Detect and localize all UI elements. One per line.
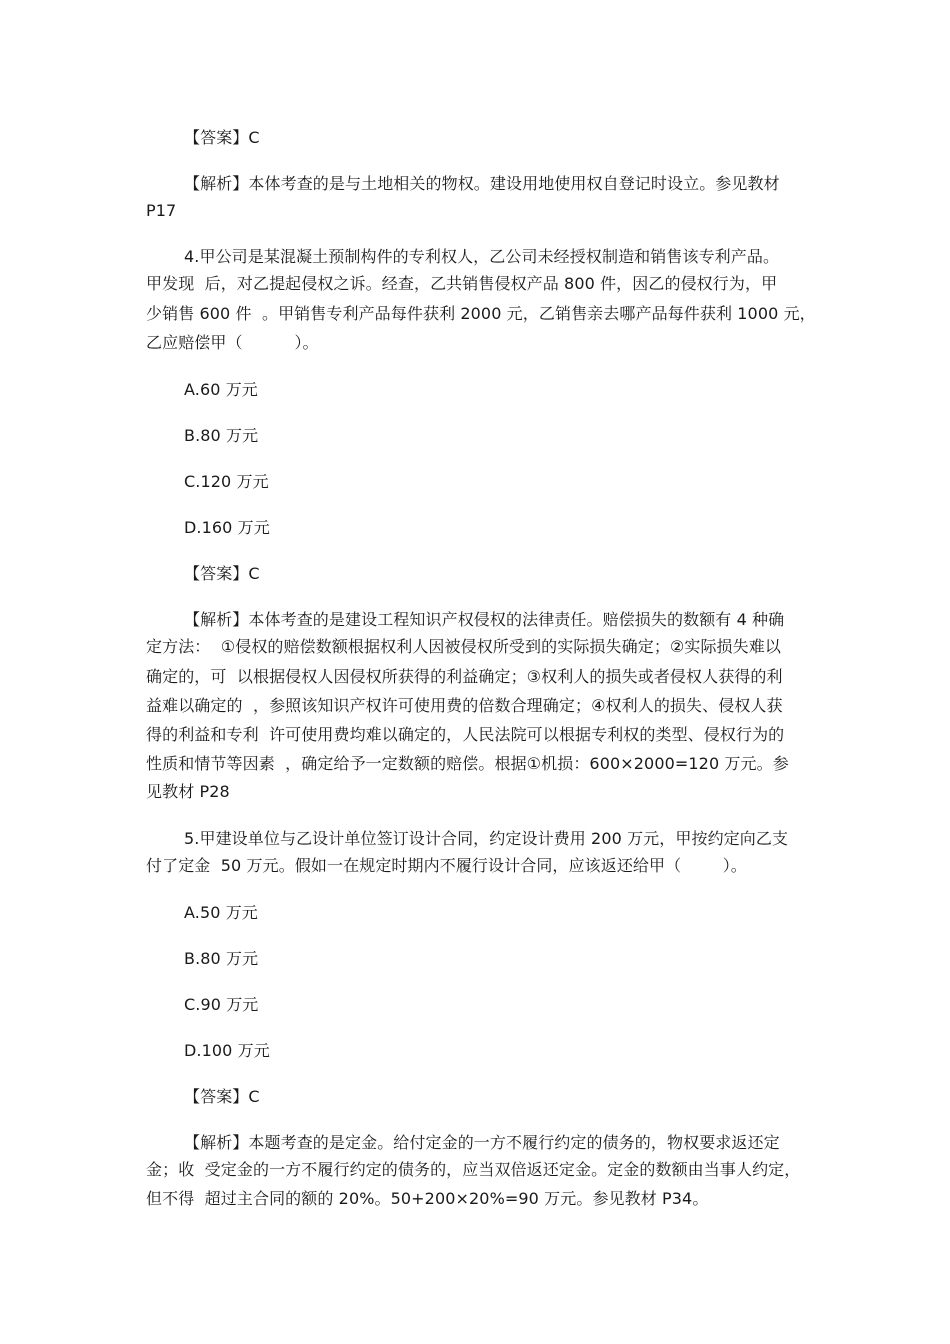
q5-option-c: C.90 万元 [184,995,259,1014]
question-4-line: 乙应赔偿甲（ ）。 [146,333,319,352]
q4-option-d: D.160 万元 [184,518,270,537]
q4-option-b: B.80 万元 [184,426,259,445]
analysis-q5-line: 金；收 受定金的一方不履行约定的债务的，应当双倍返还定金。定金的数额由当事人约定， [146,1160,801,1179]
question-4-line: 4.甲公司是某混凝土预制构件的专利权人，乙公司未经授权制造和销售该专利产品。 [184,247,780,266]
analysis-q4-line: 性质和情节等因素 ，确定给予一定数额的赔偿。根据①机损：600×2000=120 万元。参 [146,754,789,773]
analysis-q4-line: 得的利益和专利 许可使用费均难以确定的，人民法院可以根据专利权的类型、侵权行为的 [146,725,785,744]
q4-option-a: A.60 万元 [184,380,258,399]
analysis-q4-line: 定方法： ①侵权的赔偿数额根据权利人因被侵权所受到的实际损失确定；②实际损失难以 [146,637,781,656]
question-4-line: 少销售 600 件 。甲销售专利产品每件获利 2000 元，乙销售亲去哪产品每件获利 1000 元， [146,304,816,323]
analysis-q3-line: 【解析】本体考查的是与土地相关的物权。建设用地使用权自登记时设立。参见教材 [184,174,780,193]
answer-q4: 【答案】C [184,564,260,583]
question-5-line: 付了定金 50 万元。假如一在规定时期内不履行设计合同，应该返还给甲（ ）。 [146,856,747,875]
q4-option-c: C.120 万元 [184,472,269,491]
q5-option-b: B.80 万元 [184,949,259,968]
analysis-q4-line: 确定的，可 以根据侵权人因侵权所获得的利益确定；③权利人的损失或者侵权人获得的利 [146,667,783,686]
question-4-line: 甲发现 后，对乙提起侵权之诉。经查，乙共销售侵权产品 800 件，因乙的侵权行为，甲 [146,274,778,293]
analysis-q5-line: 但不得 超过主合同的额的 20%。50+200×20%=90 万元。参见教材 P34。 [146,1189,709,1208]
analysis-q4-line: 见教材 P28 [146,782,230,801]
q5-option-a: A.50 万元 [184,903,258,922]
analysis-q5-line: 【解析】本题考查的是定金。给付定金的一方不履行约定的债务的，物权要求返还定 [184,1133,780,1152]
analysis-q4-line: 【解析】本体考查的是建设工程知识产权侵权的法律责任。赔偿损失的数额有 4 种确 [184,610,785,629]
answer-q5: 【答案】C [184,1087,260,1106]
q5-option-d: D.100 万元 [184,1041,270,1060]
analysis-q3-line: P17 [146,201,177,220]
analysis-q4-line: 益难以确定的 ，参照该知识产权许可使用费的倍数合理确定；④权利人的损失、侵权人获 [146,696,783,715]
question-5-line: 5.甲建设单位与乙设计单位签订设计合同，约定设计费用 200 万元，甲按约定向乙支 [184,829,789,848]
answer-q3: 【答案】C [184,128,260,147]
